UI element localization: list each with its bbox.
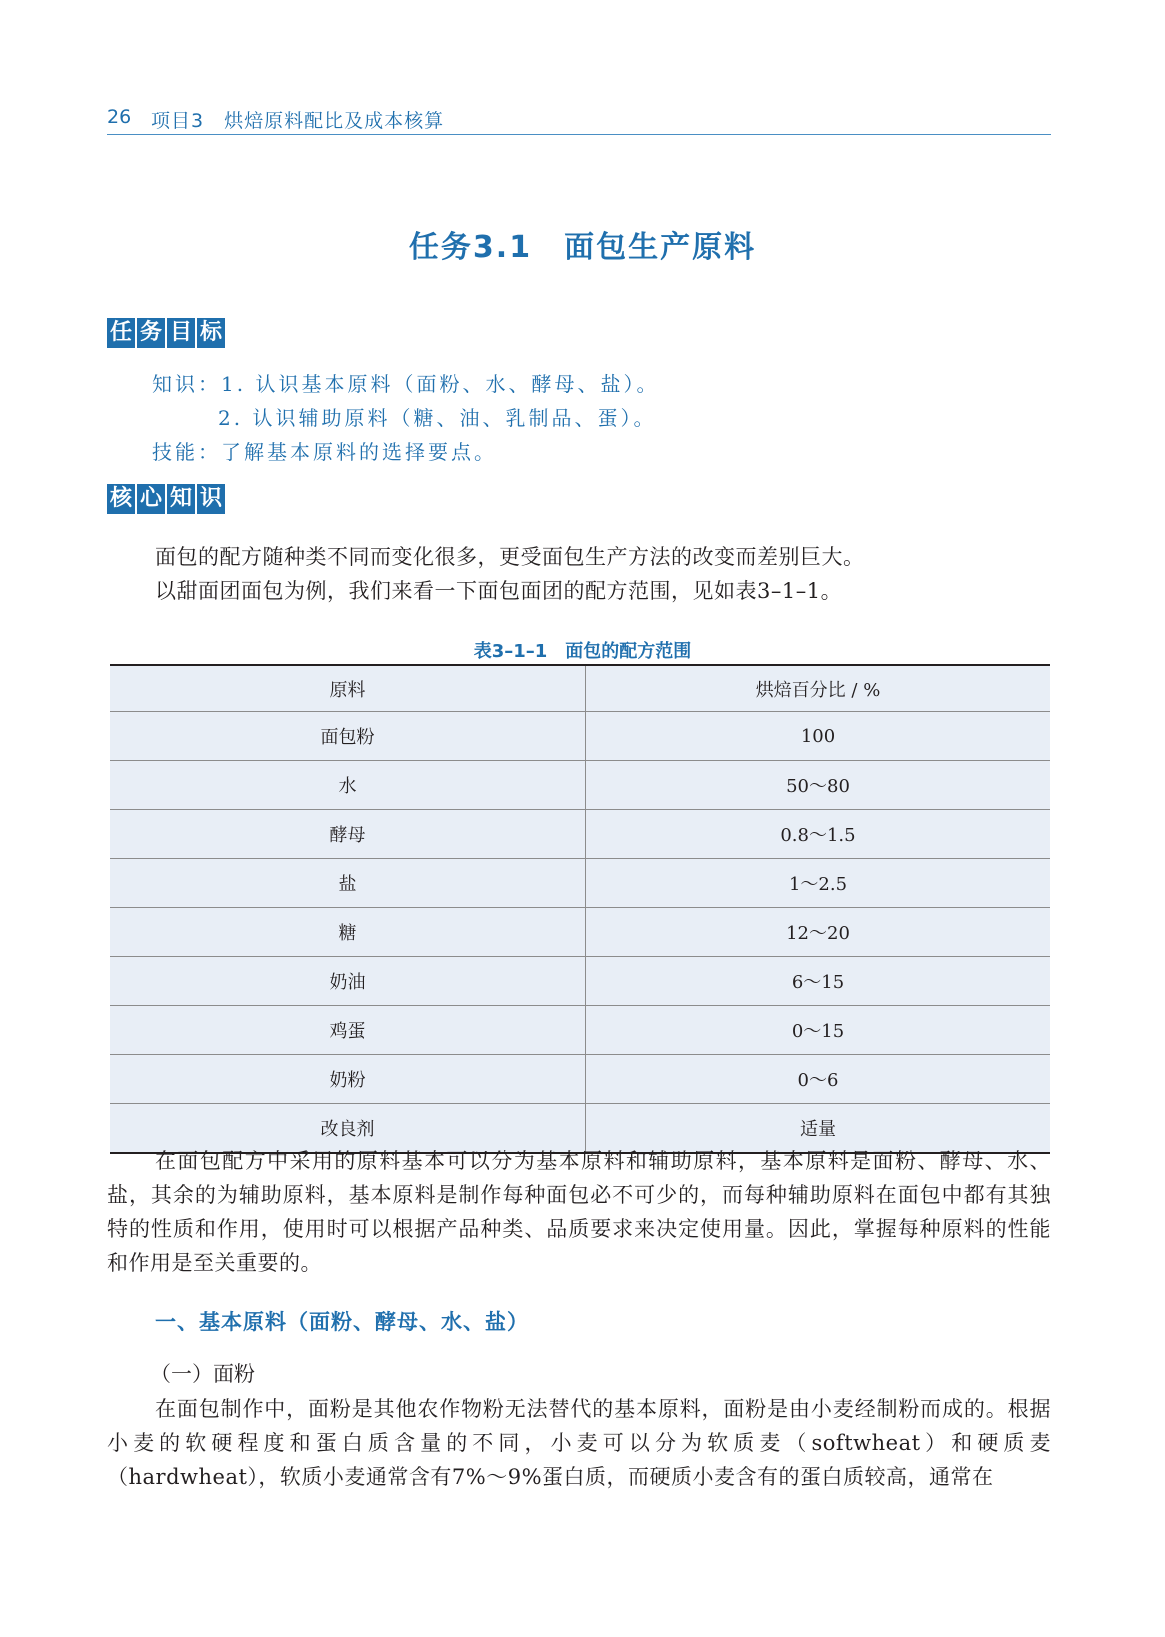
- goal-label: [107, 318, 225, 348]
- cell-percentage: 适量: [586, 1104, 1051, 1154]
- running-header: [107, 104, 1051, 135]
- cell-percentage: 6～15: [586, 957, 1051, 1006]
- goal-knowledge-1: 知识：1. 认识基本原料（面粉、水、酵母、盐）。: [152, 372, 660, 396]
- paragraph-ingredient-classes: 在面包配方中采用的原料基本可以分为基本原料和辅助原料，基本原料是面粉、酵母、水、盐，其余的为辅助原料，基本原料是制作每种面包必不可少的，而每种辅助原料在面包中都有其独特的性质和作用，使用时可以根据产品种类、品质要求来决定使用量。因此，掌握每种原料的性能和作用是至关重要的。: [107, 1149, 1051, 1275]
- cell-ingredient: 盐: [110, 859, 586, 908]
- intro-line-2: 以甜面团面包为例，我们来看一下面包面团的配方范围，见如表3–1–1。: [155, 579, 843, 603]
- col-header-percentage: 烘焙百分比 / %: [586, 665, 1051, 712]
- table-row: [110, 908, 1050, 957]
- cell-ingredient: 奶油: [110, 957, 586, 1006]
- task-title: 任务3.1 面包生产原料: [408, 230, 757, 265]
- cell-percentage: 0～15: [586, 1006, 1051, 1055]
- label-char: 知: [167, 484, 195, 514]
- cell-percentage: 0～6: [586, 1055, 1051, 1104]
- label-char: 务: [137, 318, 165, 348]
- label-char: 目: [167, 318, 195, 348]
- table-row: [110, 761, 1050, 810]
- table-row: [110, 712, 1050, 761]
- cell-ingredient: 鸡蛋: [110, 1006, 586, 1055]
- page-number: 26: [107, 106, 132, 128]
- table-row: [110, 1006, 1050, 1055]
- col-header-ingredient: 原料: [110, 665, 586, 712]
- label-char: 识: [197, 484, 225, 514]
- cell-percentage: 50～80: [586, 761, 1051, 810]
- table-header-row: [110, 665, 1050, 712]
- table-caption: 表3–1–1 面包的配方范围: [473, 641, 692, 662]
- intro-line-1: 面包的配方随种类不同而变化很多，更受面包生产方法的改变而差别巨大。: [155, 545, 865, 569]
- label-char: 标: [197, 318, 225, 348]
- cell-percentage: 0.8～1.5: [586, 810, 1051, 859]
- cell-ingredient: 水: [110, 761, 586, 810]
- cell-percentage: 12～20: [586, 908, 1051, 957]
- table-row: [110, 957, 1050, 1006]
- paragraph-flour: 在面包制作中，面粉是其他农作物粉无法替代的基本原料，面粉是由小麦经制粉而成的。根据小麦的软硬程度和蛋白质含量的不同，小麦可以分为软质麦（softwheat）和硬质麦（hardwheat），软质小麦通常含有7%～9%蛋白质，而硬质小麦含有的蛋白质较高，通常在: [107, 1397, 1051, 1489]
- goal-knowledge-2: 2. 认识辅助原料（糖、油、乳制品、蛋）。: [218, 406, 657, 430]
- cell-ingredient: 面包粉: [110, 712, 586, 761]
- table-row: [110, 1055, 1050, 1104]
- cell-ingredient: 奶粉: [110, 1055, 586, 1104]
- cell-ingredient: 酵母: [110, 810, 586, 859]
- chapter-title: 项目3 烘焙原料配比及成本核算: [151, 110, 445, 132]
- goal-skill: 技能：了解基本原料的选择要点。: [152, 440, 497, 464]
- table-row: [110, 859, 1050, 908]
- label-char: 任: [107, 318, 135, 348]
- recipe-table: [110, 664, 1050, 1154]
- subsection-heading-flour: （一）面粉: [150, 1362, 255, 1386]
- cell-ingredient: 糖: [110, 908, 586, 957]
- cell-percentage: 1～2.5: [586, 859, 1051, 908]
- table-row: [110, 810, 1050, 859]
- label-char: 心: [137, 484, 165, 514]
- core-label: [107, 484, 225, 514]
- section-heading-basic-ingredients: 一、基本原料（面粉、酵母、水、盐）: [155, 1310, 529, 1334]
- cell-ingredient: 改良剂: [110, 1104, 586, 1154]
- label-char: 核: [107, 484, 135, 514]
- cell-percentage: 100: [586, 712, 1051, 761]
